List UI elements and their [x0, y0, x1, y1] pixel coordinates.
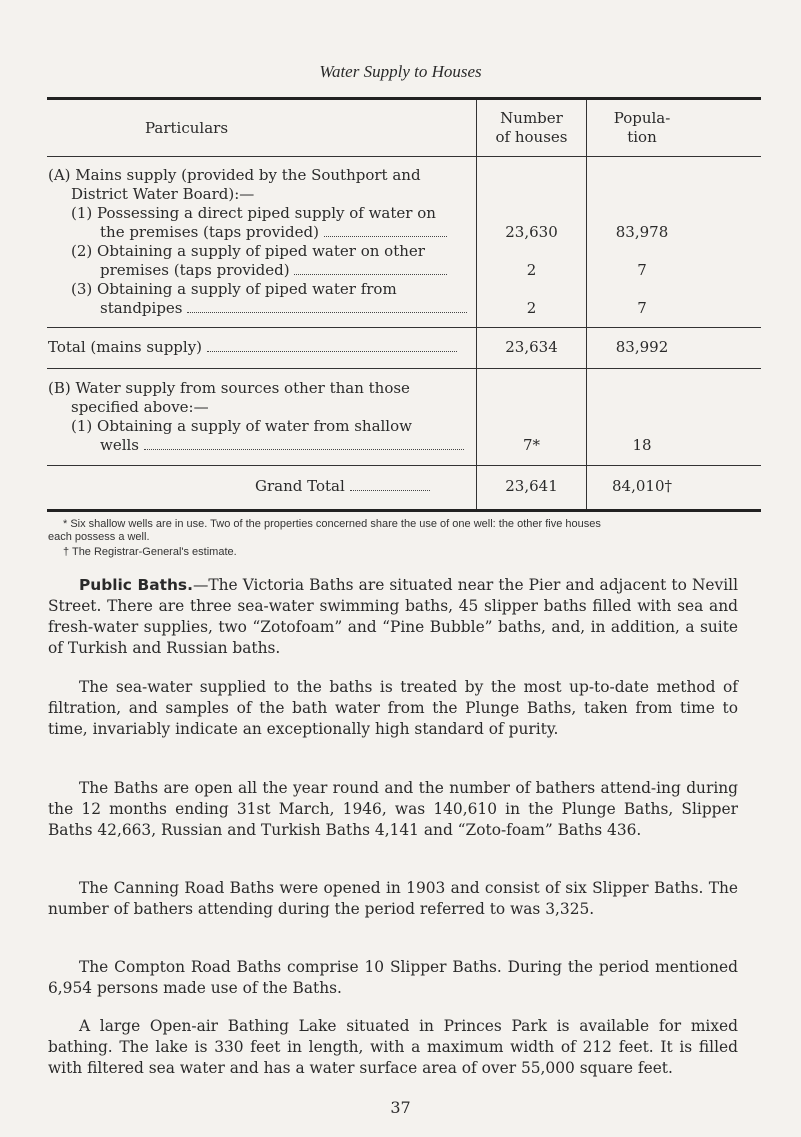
section-a-line: (1) Possessing a direct piped supply of water on [71, 204, 436, 222]
section-a-line: (3) Obtaining a supply of piped water from [71, 280, 397, 298]
header-population-1: Popula- [613, 109, 671, 127]
section-b-population: 18 [632, 436, 652, 454]
cell-houses: 23,630 [505, 223, 558, 241]
section-a-line: the premises (taps provided) [100, 222, 447, 242]
row-rule [47, 368, 761, 369]
row-rule [47, 327, 761, 328]
total-mains-population: 83,992 [615, 338, 669, 356]
header-houses-2: of houses [495, 128, 568, 146]
cell-houses: 2 [526, 299, 537, 317]
paragraph: The Compton Road Baths comprise 10 Slipper Baths. During the period mentioned 6,954 persons made use of the Baths. [48, 958, 738, 997]
section-b-line: (1) Obtaining a supply of water from shallow [71, 417, 412, 435]
paragraph-public-baths: Public Baths.—The Victoria Baths are situated near the Pier and adjacent to Nevill Street. There are three sea-water swimming baths, 45 slipper baths filled with sea and fresh-water supplies, two “Zotofoam” and “Pine Bubble” baths, and, in addition, a suite of Turkish and Russian baths. [48, 576, 739, 657]
total-mains-houses: 23,634 [505, 338, 558, 356]
cell-population: 7 [637, 299, 647, 317]
section-a-line: premises (taps provided) [100, 260, 447, 280]
page-title: Water Supply to Houses [319, 62, 482, 81]
paragraph: The Canning Road Baths were opened in 1903 and consist of six Slipper Baths. The number of bathers attending during the period referred to was 3,325. [48, 879, 738, 918]
paragraph-heading: Public Baths. [79, 576, 193, 594]
cell-houses: 2 [526, 261, 537, 279]
row-rule [47, 465, 761, 466]
page-number: 37 [390, 1098, 411, 1117]
grand-total-population: 84,010† [612, 477, 672, 495]
footnote: † The Registrar-General's estimate. [63, 546, 237, 558]
footnote: * Six shallow wells are in use. Two of the properties concerned share the use of one well: the other five houses [63, 518, 601, 530]
paragraph: The Baths are open all the year round and the number of bathers attend-ing during the 12 months ending 31st March, 1946, was 140,610 in the Plunge Baths, Slipper Baths 42,663, Russian and Turkish Baths 4,141 and “Zoto-foam” Baths 436. [48, 779, 738, 839]
footnote: each possess a well. [48, 531, 150, 543]
table-top-rule [47, 97, 761, 100]
header-population-2: tion [627, 128, 657, 146]
header-particulars: Particulars [145, 119, 229, 137]
table-bottom-rule [47, 509, 761, 512]
section-b-line: wells [100, 435, 464, 455]
section-a-line: (A) Mains supply (provided by the Southport and [48, 166, 421, 184]
section-b-line: specified above:— [71, 398, 209, 416]
section-a-line: standpipes [100, 298, 467, 318]
header-rule [47, 156, 761, 157]
grand-total-label: Grand Total [255, 476, 430, 496]
paragraph: The sea-water supplied to the baths is treated by the most up-to-date method of filtration, and samples of the bath water from the Plunge Baths, taken from time to time, invariably indicate an exceptionally high standard of purity. [48, 678, 738, 738]
cell-population: 7 [637, 261, 647, 279]
section-a-line: District Water Board):— [71, 185, 255, 203]
section-b-line: (B) Water supply from sources other than those [48, 379, 410, 397]
section-a-line: (2) Obtaining a supply of piped water on other [71, 242, 425, 260]
section-b-houses: 7* [522, 436, 541, 454]
cell-population: 83,978 [615, 223, 669, 241]
grand-total-houses: 23,641 [505, 477, 558, 495]
paragraph: A large Open-air Bathing Lake situated in Princes Park is available for mixed bathing. The lake is 330 feet in length, with a maximum width of 212 feet. It is filled with filtered sea water and has a water surface area of over 55,000 square feet. [48, 1017, 738, 1077]
total-mains-label: Total (mains supply) [48, 337, 457, 357]
header-houses-1: Number [500, 109, 563, 127]
